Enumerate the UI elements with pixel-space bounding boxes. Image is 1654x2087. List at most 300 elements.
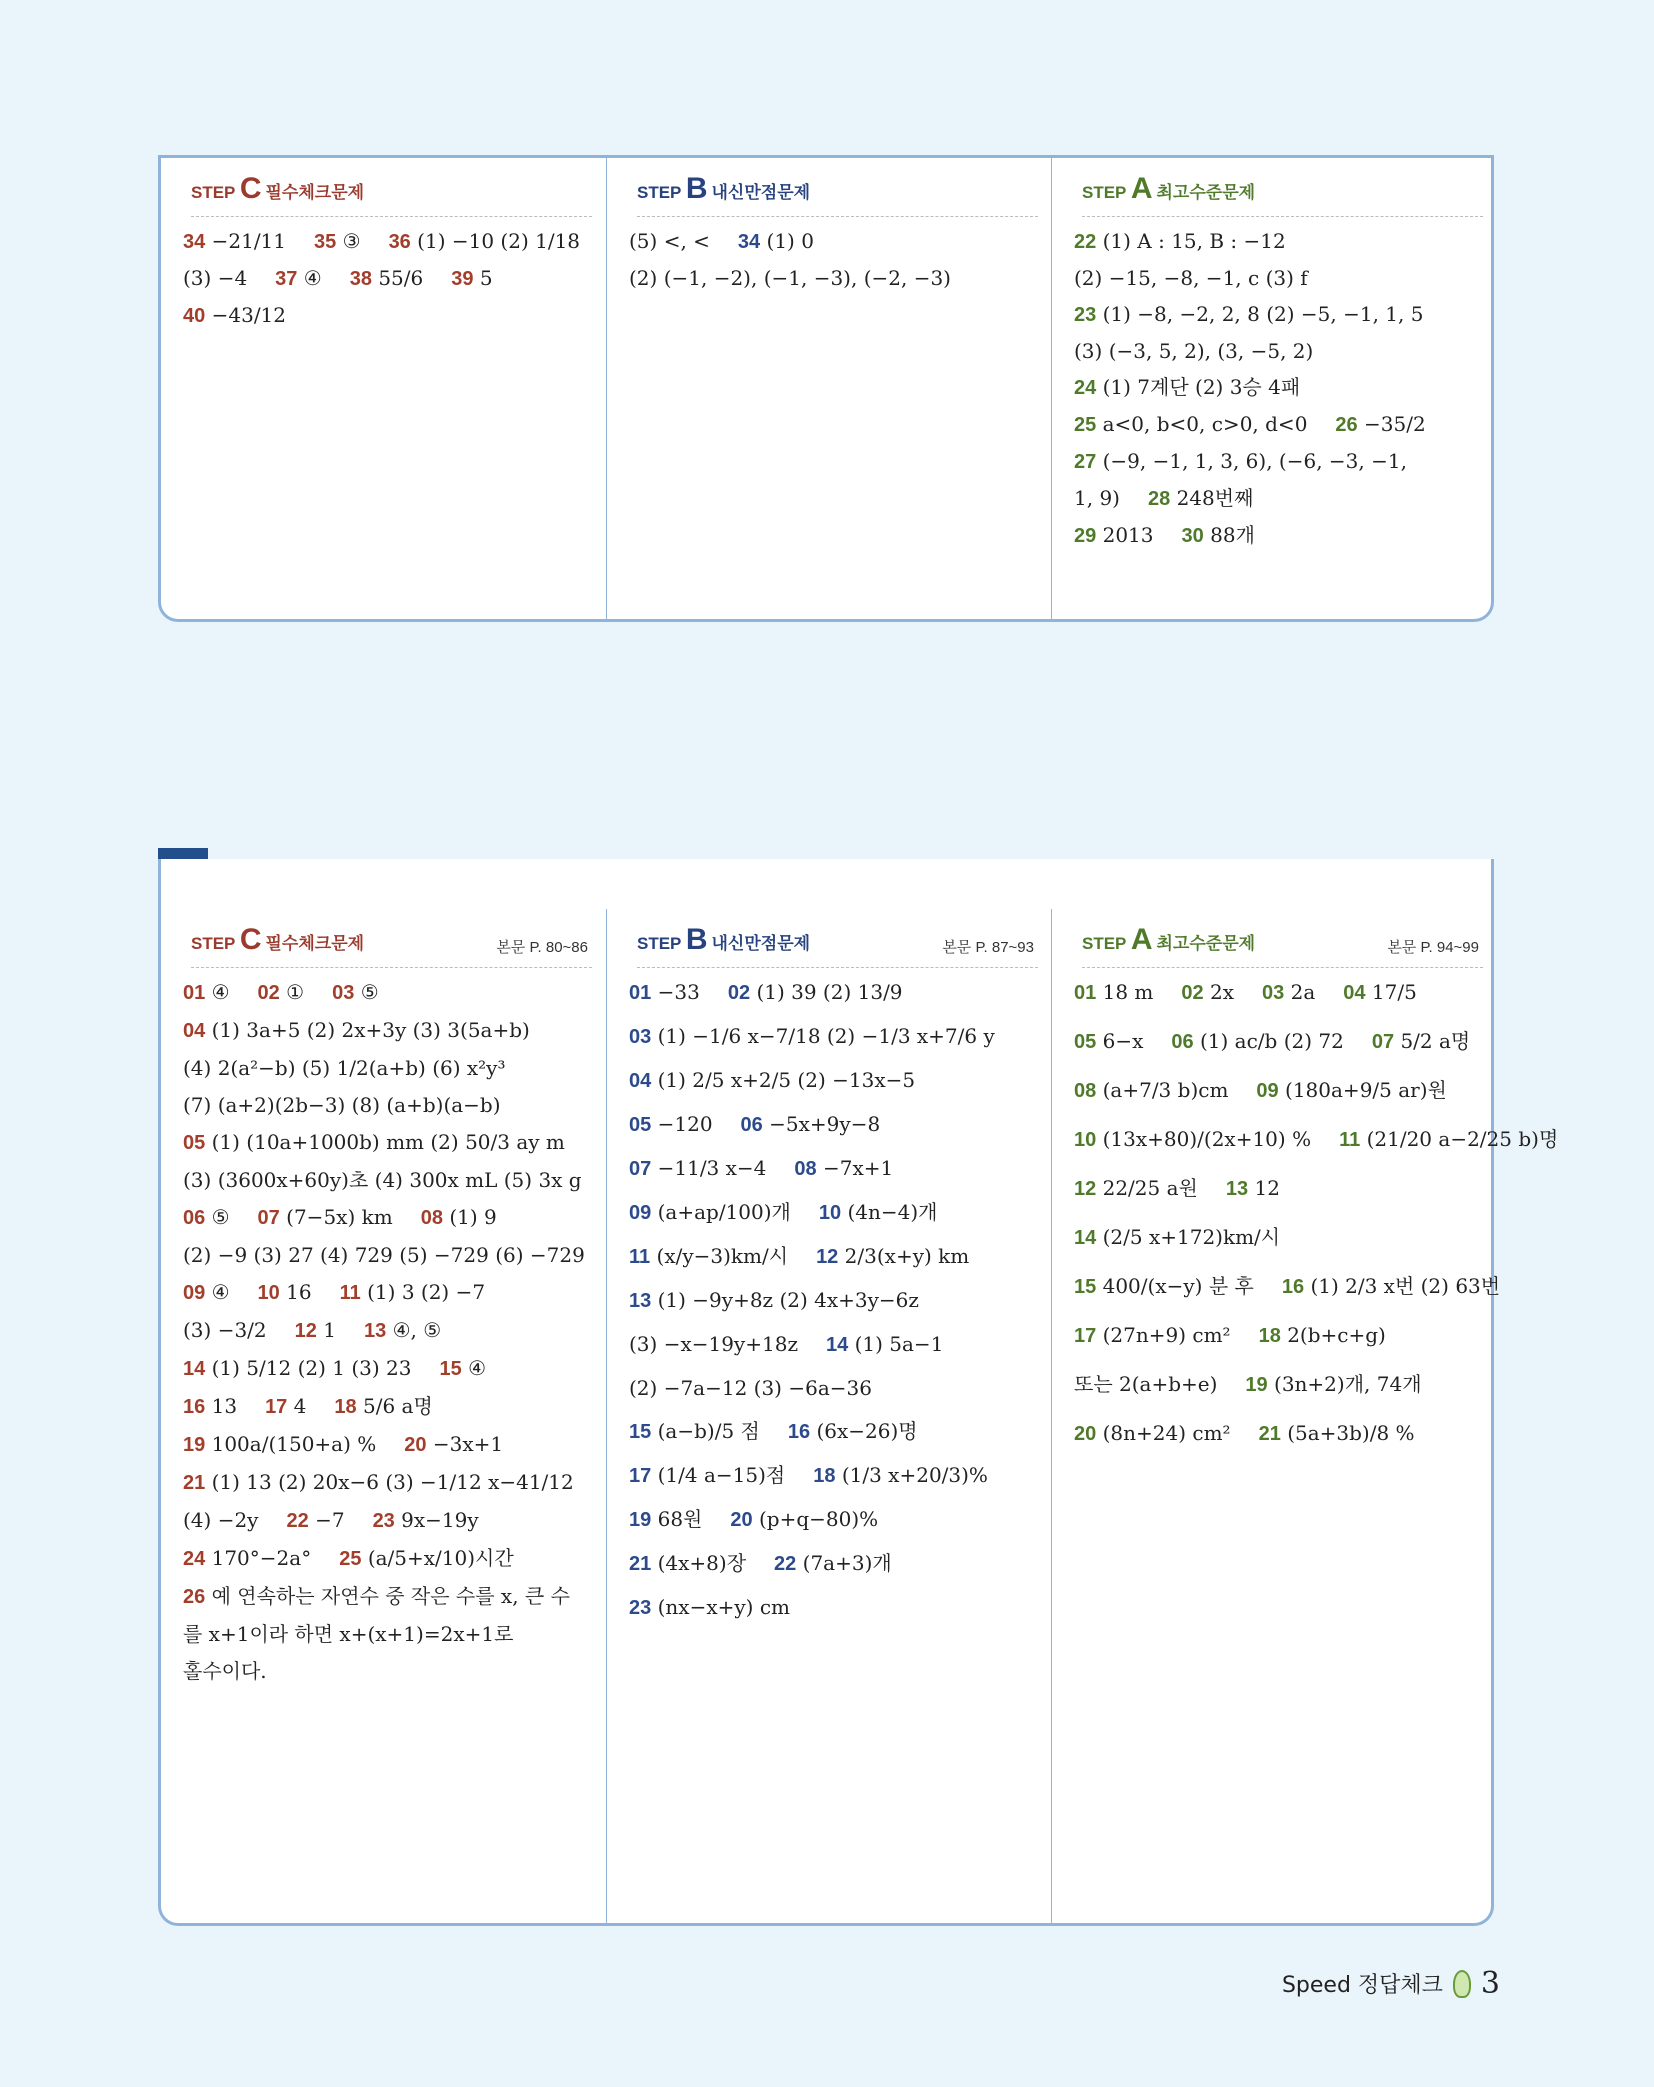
answer-item <box>183 1318 267 1342</box>
answer-text: 88개 <box>1210 523 1255 547</box>
answer-item <box>629 1376 872 1400</box>
answer-text: 1, 9) <box>1074 486 1120 510</box>
answer-text: (2) −15, −8, −1, c (3) f <box>1074 266 1308 290</box>
footer-label: Speed 정답체크 <box>1281 1973 1443 1998</box>
question-number: 18 <box>813 1465 836 1487</box>
answer-text: ⑤ <box>360 980 379 1004</box>
answer-line <box>1074 1371 1487 1398</box>
answer-text: (1/3 x+20/3)% <box>841 1463 988 1487</box>
question-number: 28 <box>1147 488 1171 510</box>
answer-text: 예 연속하는 자연수 중 작은 수를 x, 큰 수 <box>211 1584 570 1608</box>
answer-lines <box>629 228 1042 301</box>
answer-line <box>629 1331 1042 1358</box>
question-number: 03 <box>332 982 355 1004</box>
answer-text: (2) (−1, −2), (−1, −3), (−2, −3) <box>629 266 951 290</box>
question-number: 02 <box>1181 982 1204 1004</box>
answer-item <box>183 1168 582 1192</box>
answer-item <box>794 1156 893 1180</box>
question-number: 36 <box>388 231 411 253</box>
answer-line <box>183 1167 596 1193</box>
answer-line <box>183 265 596 292</box>
answer-text: −43/12 <box>211 303 287 327</box>
answer-item <box>183 1584 570 1608</box>
question-number: 30 <box>1181 525 1204 547</box>
answer-text: (27n+9) cm² <box>1102 1323 1231 1347</box>
answer-text: (1) 39 (2) 13/9 <box>756 980 903 1004</box>
answer-item <box>816 1244 969 1268</box>
answer-item <box>1074 1127 1311 1151</box>
question-number: 17 <box>629 1465 652 1487</box>
answer-text: 2a <box>1290 980 1316 1004</box>
answer-text: 1 <box>323 1318 336 1342</box>
answer-item <box>1182 523 1255 547</box>
answer-text: (7) (a+2)(2b−3) (8) (a+b)(a−b) <box>183 1093 501 1117</box>
answer-text: (21/20 a−2/25 b)명 <box>1366 1127 1559 1151</box>
answer-line <box>183 1017 596 1044</box>
answer-text: 또는 2(a+b+e) <box>1074 1372 1218 1396</box>
answer-line <box>183 1621 596 1647</box>
answer-lines <box>183 228 596 339</box>
question-number: 16 <box>1281 1276 1305 1298</box>
answer-text: (1/4 a−15)점 <box>657 1463 786 1487</box>
page-reference: 본문 P. 87~93 <box>942 939 1034 956</box>
answer-item <box>1259 1323 1386 1347</box>
answer-item <box>629 1463 785 1487</box>
column-step-a <box>1051 158 1497 619</box>
question-number: 08 <box>794 1158 817 1180</box>
question-number: 04 <box>629 1070 652 1092</box>
answer-item <box>629 1507 702 1531</box>
answer-text: (p+q−80)% <box>759 1507 879 1531</box>
question-number: 37 <box>275 268 298 290</box>
answer-line <box>1074 411 1487 438</box>
answer-item <box>439 1356 486 1380</box>
answer-item <box>389 229 580 253</box>
answer-text: −21/11 <box>211 229 287 253</box>
answer-item <box>183 1130 565 1154</box>
step-a-label: STEP A 최고수준문제 <box>1082 172 1256 205</box>
answer-item <box>183 266 247 290</box>
answer-text: (1) 9 <box>449 1205 497 1229</box>
page-reference: 본문 P. 94~99 <box>1387 939 1479 956</box>
answer-item <box>295 1318 336 1342</box>
question-number: 21 <box>183 1472 206 1494</box>
answer-item <box>741 1112 881 1136</box>
answer-lines <box>629 979 1042 1638</box>
answer-line <box>183 1507 596 1534</box>
answer-line <box>629 1243 1042 1270</box>
question-number: 09 <box>1256 1080 1279 1102</box>
answer-text: (1) 7계단 (2) 3승 4패 <box>1102 375 1301 399</box>
answer-text: (7a+3)개 <box>802 1551 892 1575</box>
answer-line <box>183 1355 596 1382</box>
answer-text: 4 <box>293 1394 307 1418</box>
step-b-label: STEP B 내신만점문제 <box>637 923 811 956</box>
question-number: 18 <box>334 1396 357 1418</box>
answer-line <box>183 1279 596 1306</box>
answer-item <box>1074 229 1286 253</box>
answer-item <box>629 1595 790 1619</box>
answer-text: (1) −9y+8z (2) 4x+3y−6z <box>657 1288 919 1312</box>
answer-text: 18 m <box>1102 980 1154 1004</box>
answer-text: 2(b+c+g) <box>1287 1323 1386 1347</box>
answer-text: (1) A : 15, B : −12 <box>1102 229 1286 253</box>
answer-text: (4n−4)개 <box>847 1200 938 1224</box>
question-number: 17 <box>1074 1325 1097 1347</box>
question-number: 22 <box>286 1510 309 1532</box>
answer-text: (1) ac/b (2) 72 <box>1199 1029 1344 1053</box>
answer-line <box>183 1242 596 1268</box>
question-number: 06 <box>740 1114 763 1136</box>
column-step-b <box>606 909 1052 1923</box>
question-number: 13 <box>629 1290 652 1312</box>
answer-line <box>1074 1028 1487 1055</box>
question-number: 10 <box>257 1282 280 1304</box>
page-reference: 본문 P. 80~86 <box>496 939 588 956</box>
answer-item <box>364 1318 441 1342</box>
answer-item <box>813 1463 988 1487</box>
question-number: 06 <box>1171 1031 1194 1053</box>
answer-item <box>738 229 814 253</box>
answer-text: −7x+1 <box>823 1156 894 1180</box>
answer-text: (a−b)/5 점 <box>657 1419 760 1443</box>
answer-text: 400/(x−y) 분 후 <box>1102 1274 1254 1298</box>
answer-item <box>286 1508 344 1532</box>
answer-text: 248번째 <box>1176 486 1254 510</box>
answer-line <box>183 1092 596 1118</box>
answer-item <box>183 1356 411 1380</box>
answer-line <box>1074 265 1487 291</box>
answer-item <box>183 1470 574 1494</box>
answer-item <box>1335 412 1425 436</box>
answer-text: (a/5+x/10)시간 <box>367 1546 514 1570</box>
question-number: 07 <box>629 1158 652 1180</box>
question-number: 20 <box>404 1434 427 1456</box>
answer-item <box>1074 1274 1254 1298</box>
question-number: 09 <box>183 1282 206 1304</box>
answer-text: (8n+24) cm² <box>1102 1421 1231 1445</box>
answer-text: (3) (−3, 5, 2), (3, −5, 2) <box>1074 339 1314 363</box>
answer-line <box>629 265 1042 291</box>
column-step-a <box>1051 909 1559 1923</box>
answer-text: 55/6 <box>378 266 424 290</box>
answer-item <box>183 1622 513 1646</box>
answer-text: ⑤ <box>211 1205 230 1229</box>
answer-item <box>314 229 361 253</box>
answer-text: (1) 5a−1 <box>854 1332 944 1356</box>
answer-item <box>1074 339 1313 363</box>
answer-item <box>1343 980 1417 1004</box>
question-number: 06 <box>183 1207 206 1229</box>
answer-item <box>1074 375 1300 399</box>
answer-text: 170°−2a° <box>211 1546 312 1570</box>
answer-line <box>629 1199 1042 1226</box>
answer-line <box>1074 338 1487 364</box>
answer-text: (1) (10a+1000b) mm (2) 50/3 ay m <box>211 1130 565 1154</box>
answer-item <box>1245 1372 1421 1396</box>
answer-line <box>183 1204 596 1231</box>
answer-text: (5a+3b)/8 % <box>1287 1421 1415 1445</box>
answer-text: (2) −9 (3) 27 (4) 729 (5) −729 (6) −729 <box>183 1243 585 1267</box>
answer-item <box>629 1551 746 1575</box>
answer-text: 2x <box>1210 980 1235 1004</box>
answer-line <box>1074 1077 1487 1104</box>
answer-item <box>629 1288 919 1312</box>
column-header <box>637 172 1038 217</box>
answer-line <box>1074 1175 1487 1202</box>
question-number: 11 <box>1339 1129 1361 1151</box>
question-number: 03 <box>629 1026 652 1048</box>
answer-line <box>183 1393 596 1420</box>
answer-item <box>1074 1372 1217 1396</box>
question-number: 11 <box>629 1246 651 1268</box>
answer-text: (2/5 x+172)km/시 <box>1102 1225 1281 1249</box>
answer-item <box>728 980 903 1004</box>
question-number: 05 <box>1074 1031 1097 1053</box>
answer-text: (1) 3 (2) −7 <box>367 1280 486 1304</box>
answer-item <box>774 1551 892 1575</box>
question-number: 34 <box>183 231 206 253</box>
answer-item <box>183 1243 585 1267</box>
answer-text: 5/2 a명 <box>1400 1029 1471 1053</box>
question-number: 23 <box>629 1597 652 1619</box>
answer-line <box>183 1583 596 1610</box>
answer-item <box>421 1205 497 1229</box>
answer-item <box>258 1205 393 1229</box>
answer-text: (7−5x) km <box>286 1205 393 1229</box>
answer-text: −33 <box>657 980 700 1004</box>
question-number: 01 <box>183 982 206 1004</box>
answer-line <box>183 1317 596 1344</box>
question-number: 12 <box>1074 1178 1097 1200</box>
answer-line <box>629 1462 1042 1489</box>
answer-box-top <box>158 155 1494 622</box>
question-number: 04 <box>183 1020 206 1042</box>
column-header <box>637 923 1038 968</box>
answer-item <box>1074 523 1154 547</box>
answer-line <box>629 979 1042 1006</box>
question-number: 19 <box>1245 1374 1268 1396</box>
question-number: 20 <box>1074 1423 1097 1445</box>
answer-text: (5) <, < <box>629 229 710 253</box>
answer-item <box>1074 486 1120 510</box>
answer-text: ④ <box>211 1280 230 1304</box>
question-number: 02 <box>257 982 280 1004</box>
answer-item <box>1074 1421 1231 1445</box>
question-number: 17 <box>265 1396 288 1418</box>
question-number: 15 <box>439 1358 462 1380</box>
answer-item <box>183 1018 530 1042</box>
answer-text: (4) 2(a²−b) (5) 1/2(a+b) (6) x²y³ <box>183 1056 506 1080</box>
answer-text: 12 <box>1254 1176 1280 1200</box>
answer-item <box>183 1508 258 1532</box>
answer-text: (13x+80)/(2x+10) % <box>1102 1127 1312 1151</box>
answer-item <box>629 1024 995 1048</box>
answer-lines <box>1074 228 1487 559</box>
answer-line <box>1074 1420 1487 1447</box>
question-number: 29 <box>1074 525 1097 547</box>
question-number: 07 <box>1371 1031 1395 1053</box>
answer-item <box>1074 980 1153 1004</box>
question-number: 04 <box>1343 982 1366 1004</box>
answer-item <box>339 1546 513 1570</box>
answer-text: 68원 <box>657 1507 703 1531</box>
answer-item <box>826 1332 943 1356</box>
answer-text: 17/5 <box>1371 980 1417 1004</box>
question-number: 21 <box>1258 1423 1281 1445</box>
answer-text: (1) −8, −2, 2, 8 (2) −5, −1, 1, 5 <box>1102 302 1424 326</box>
answer-line <box>183 228 596 255</box>
answer-line <box>183 1055 596 1081</box>
answer-line <box>629 1594 1042 1621</box>
answer-line <box>1074 979 1487 1006</box>
answer-item <box>1074 449 1407 473</box>
answer-line <box>183 979 596 1006</box>
answer-lines <box>1074 979 1559 1469</box>
answer-line <box>629 1023 1042 1050</box>
answer-text: (1) 2/3 x번 (2) 63번 <box>1310 1274 1501 1298</box>
answer-text: 9x−19y <box>401 1508 479 1532</box>
question-number: 12 <box>816 1246 839 1268</box>
answer-item <box>183 1280 230 1304</box>
answer-text: ④ <box>303 266 322 290</box>
question-number: 25 <box>1074 414 1097 436</box>
answer-item <box>258 1280 312 1304</box>
answer-item <box>629 1244 788 1268</box>
answer-text: 5 <box>479 266 493 290</box>
answer-text: −3x+1 <box>432 1432 504 1456</box>
answer-text: 13 <box>211 1394 238 1418</box>
answer-text: 22/25 a원 <box>1102 1176 1198 1200</box>
step-a-label: STEP A 최고수준문제 <box>1082 923 1256 956</box>
answer-line <box>1074 485 1487 512</box>
answer-text: (3) −x−19y+18z <box>629 1332 798 1356</box>
question-number: 08 <box>420 1207 443 1229</box>
page-number: 3 <box>1480 1966 1500 2001</box>
question-number: 01 <box>629 982 652 1004</box>
answer-text: 100a/(150+a) % <box>211 1432 377 1456</box>
lightbulb-icon <box>1453 1970 1471 1998</box>
answer-text: 2013 <box>1102 523 1154 547</box>
question-number: 02 <box>727 982 751 1004</box>
answer-text: 5/6 a명 <box>363 1394 433 1418</box>
question-number: 15 <box>1074 1276 1097 1298</box>
column-step-c <box>161 909 606 1923</box>
question-number: 19 <box>183 1434 206 1456</box>
answer-item <box>629 980 700 1004</box>
answer-line <box>629 228 1042 255</box>
answer-line <box>183 302 596 329</box>
question-number: 22 <box>1074 231 1097 253</box>
answer-text: (4x+8)장 <box>657 1551 747 1575</box>
question-number: 22 <box>774 1553 797 1575</box>
question-number: 14 <box>1074 1227 1097 1249</box>
answer-line <box>1074 1273 1501 1300</box>
question-number: 15 <box>629 1421 652 1443</box>
answer-line <box>629 1067 1042 1094</box>
question-number: 14 <box>183 1358 206 1380</box>
step-c-label: STEP C 필수체크문제 <box>191 172 365 205</box>
answer-text: (−9, −1, 1, 3, 6), (−6, −3, −1, <box>1102 449 1407 473</box>
answer-text: (3) −3/2 <box>183 1318 267 1342</box>
answer-item <box>1074 1176 1198 1200</box>
question-number: 26 <box>1335 414 1358 436</box>
answer-line <box>183 1545 596 1572</box>
question-number: 20 <box>730 1509 753 1531</box>
answer-item <box>629 266 951 290</box>
answer-line <box>183 1469 596 1496</box>
answer-line <box>629 1287 1042 1314</box>
answer-text: −120 <box>657 1112 713 1136</box>
answer-item <box>183 1659 267 1683</box>
question-number: 23 <box>1074 304 1097 326</box>
answer-item <box>183 1056 506 1080</box>
answer-text: (1) 2/5 x+2/5 (2) −13x−5 <box>657 1068 916 1092</box>
question-number: 25 <box>339 1548 362 1570</box>
answer-item <box>1074 266 1308 290</box>
answer-text: (x/y−3)km/시 <box>656 1244 789 1268</box>
answer-text: ① <box>286 980 305 1004</box>
question-number: 38 <box>349 268 372 290</box>
question-number: 08 <box>1074 1080 1097 1102</box>
answer-text: ③ <box>342 229 361 253</box>
answer-line <box>1074 1322 1487 1349</box>
question-number: 23 <box>372 1510 395 1532</box>
answer-text: ④, ⑤ <box>392 1318 442 1342</box>
question-number: 21 <box>629 1553 652 1575</box>
question-number: 05 <box>629 1114 652 1136</box>
answer-item <box>730 1507 878 1531</box>
answer-text: a<0, b<0, c>0, d<0 <box>1102 412 1308 436</box>
answer-item <box>629 1332 798 1356</box>
answer-text: 6−x <box>1102 1029 1144 1053</box>
question-number: 07 <box>257 1207 280 1229</box>
answer-line <box>629 1375 1042 1401</box>
answer-text: (a+7/3 b)cm <box>1102 1078 1229 1102</box>
answer-text: (1) 13 (2) 20x−6 (3) −1/12 x−41/12 <box>211 1470 574 1494</box>
answer-item <box>1282 1274 1500 1298</box>
question-number: 24 <box>1074 377 1097 399</box>
answer-item <box>1256 1078 1446 1102</box>
answer-item <box>451 266 492 290</box>
answer-item <box>183 1432 376 1456</box>
answer-text: (nx−x+y) cm <box>657 1595 790 1619</box>
answer-text: 를 x+1이라 하면 x+(x+1)=2x+1로 <box>183 1622 514 1646</box>
answer-item <box>265 1394 306 1418</box>
answer-item <box>629 229 710 253</box>
answer-box-chapter <box>158 859 1559 1926</box>
column-header <box>191 923 592 968</box>
answer-item <box>1262 980 1315 1004</box>
answer-item <box>1074 302 1423 326</box>
answer-text: (1) 3a+5 (2) 2x+3y (3) 3(5a+b) <box>211 1018 530 1042</box>
answer-text: ④ <box>211 980 230 1004</box>
answer-text: (2) −7a−12 (3) −6a−36 <box>629 1376 872 1400</box>
answer-text: (1) −1/6 x−7/18 (2) −1/3 x+7/6 y <box>657 1024 995 1048</box>
step-b-label: STEP B 내신만점문제 <box>637 172 811 205</box>
answer-item <box>1171 1029 1343 1053</box>
answer-text: (4) −2y <box>183 1508 259 1532</box>
answer-item <box>258 980 305 1004</box>
question-number: 13 <box>1225 1178 1249 1200</box>
answer-text: −7 <box>315 1508 345 1532</box>
answer-item <box>1074 1323 1231 1347</box>
answer-item <box>1074 412 1307 436</box>
answer-item <box>1339 1127 1558 1151</box>
answer-text: (180a+9/5 ar)원 <box>1285 1078 1447 1102</box>
answer-text: 2/3(x+y) km <box>844 1244 970 1268</box>
answer-line <box>1074 448 1487 475</box>
